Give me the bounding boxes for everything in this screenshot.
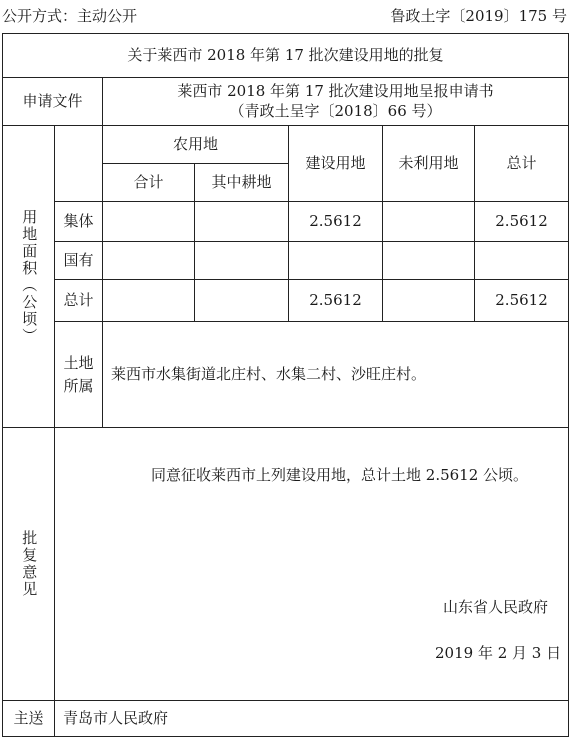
approval-text: 同意征收莱西市上列建设用地，总计土地 2.5612 公顷。: [151, 466, 529, 484]
cell-total: 2.5612: [475, 280, 569, 322]
row-label-collective: 集体: [55, 202, 103, 242]
table-row: [3, 280, 569, 322]
approval-date: 2019 年 2 月 3 日: [435, 644, 562, 662]
header-blank: [55, 126, 103, 202]
approval-label: 批复意见: [20, 530, 39, 598]
document-number: 鲁政土字〔2019〕175 号: [390, 7, 567, 25]
ownership-label-cell: [55, 322, 103, 428]
cell-subtotal: [103, 202, 195, 242]
cell-total: 2.5612: [475, 202, 569, 242]
col-construction: 建设用地: [289, 126, 383, 202]
cell-cultivated: [195, 280, 289, 322]
ownership-label: 土地所属: [63, 354, 94, 395]
area-label: 用地面积（公顷）: [20, 208, 39, 345]
table-row: [3, 242, 569, 280]
cell-unused: [383, 280, 475, 322]
cell-unused: [383, 242, 475, 280]
col-total: 总计: [475, 126, 569, 202]
cell-subtotal: [103, 280, 195, 322]
cell-construction: 2.5612: [289, 202, 383, 242]
cell-construction: [289, 242, 383, 280]
area-label-cell: [3, 126, 55, 428]
approval-content: [55, 428, 569, 701]
table-row: [3, 202, 569, 242]
cell-cultivated: [195, 242, 289, 280]
cell-unused: [383, 202, 475, 242]
disclosure-method: 公开方式：主动公开: [2, 7, 138, 25]
application-line-2: （青政土呈字〔2018〕66 号）: [229, 101, 442, 120]
application-label: 申请文件: [3, 78, 103, 126]
send-label: 主送: [3, 701, 55, 737]
ownership-value: 莱西市水集街道北庄村、水集二村、沙旺庄村。: [103, 322, 569, 428]
col-farmland: 农用地: [103, 126, 289, 164]
cell-construction: 2.5612: [289, 280, 383, 322]
document-header: [0, 0, 573, 30]
col-cultivated: 其中耕地: [195, 164, 289, 202]
approval-label-cell: [3, 428, 55, 701]
table-title: 关于莱西市 2018 年第 17 批次建设用地的批复: [3, 34, 569, 78]
application-document: [103, 78, 569, 126]
approval-signature: 山东省人民政府: [443, 598, 549, 616]
col-unused: 未利用地: [383, 126, 475, 202]
cell-total: [475, 242, 569, 280]
row-label-state: 国有: [55, 242, 103, 280]
cell-cultivated: [195, 202, 289, 242]
col-subtotal: 合计: [103, 164, 195, 202]
send-value: 青岛市人民政府: [55, 701, 569, 737]
application-line-1: 莱西市 2018 年第 17 批次建设用地呈报申请书: [177, 82, 494, 100]
approval-table: [2, 33, 569, 737]
row-label-sum: 总计: [55, 280, 103, 322]
cell-subtotal: [103, 242, 195, 280]
